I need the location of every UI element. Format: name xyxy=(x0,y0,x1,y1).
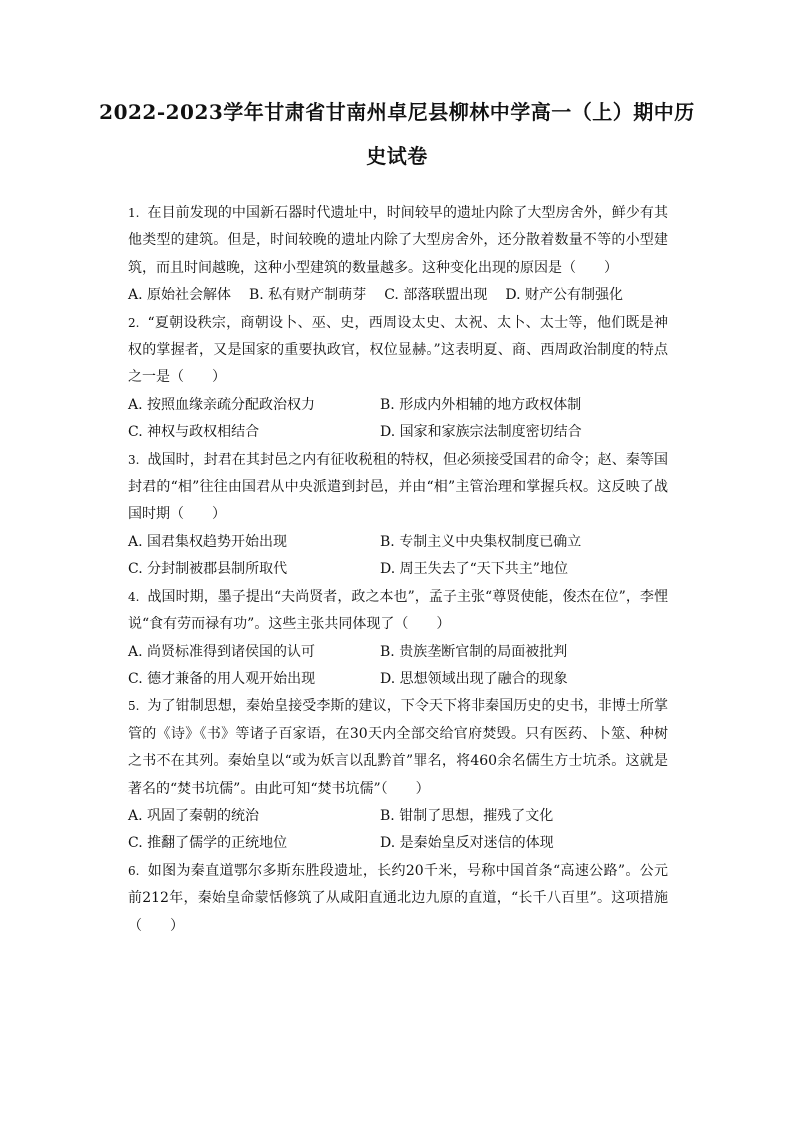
question-stem: 战国时期，墨子提出“夫尚贤者，政之本也”，孟子主张“尊贤使能，俊杰在位”，李悝说“食有劳而禄有功”。这些主张共同体现了（ ） xyxy=(128,588,668,633)
options xyxy=(128,529,668,584)
question-number: 5. xyxy=(128,699,140,714)
question-4 xyxy=(128,584,668,694)
option-a: A. 按照血缘亲疏分配政治权力 xyxy=(128,396,316,413)
question-list xyxy=(128,200,668,940)
option-a: A. 原始社会解体 xyxy=(128,287,232,304)
option-b: B. 贵族垄断官制的局面被批判 xyxy=(380,643,568,660)
question-number: 2. xyxy=(128,315,140,330)
question-stem: 如图为秦直道鄂尔多斯东胜段遗址，长约20千米，号称中国首条“高速公路”。公元前212年，秦始皇命蒙恬修筑了从咸阳直通北边九原的直道，“长千八百里”。这项措施（ ） xyxy=(128,862,668,934)
option-a: A. 尚贤标准得到诸侯国的认可 xyxy=(128,643,316,660)
question-number: 1. xyxy=(128,206,140,220)
option-d: D. 财产公有制强化 xyxy=(505,287,623,304)
question-stem: “夏朝设秩宗，商朝设卜、巫、史，西周设太史、太祝、太卜、太士等，他们既是神权的掌握者，又是国家的重要执政官，权位显赫。”这表明夏、商、西周政治制度的特点之一是（ ） xyxy=(128,314,668,386)
option-d: D. 思想领域出现了融合的现象 xyxy=(380,670,568,687)
option-b: B. 钳制了思想，摧残了文化 xyxy=(380,807,554,824)
options xyxy=(128,392,668,447)
option-a: A. 国君集权趋势开始出现 xyxy=(128,533,288,550)
question-stem: 在目前发现的中国新石器时代遗址中，时间较早的遗址内除了大型房舍外，鲜少有其他类型的建筑。但是，时间较晚的遗址内除了大型房舍外，还分散着数量不等的小型建筑，而且时间越晚，这种小型建筑的数量越多。这种变化出现的原因是（ ） xyxy=(128,205,668,276)
question-stem: 为了钳制思想，秦始皇接受李斯的建议，下令天下将非秦国历史的史书，非博士所掌管的《诗》《书》等诸子百家语，在30天内全部交给官府焚毁。只有医药、卜筮、种树之书不在其列。秦始皇以“或为妖言以乱黔首”罪名，将460余名儒生方士坑杀。这就是著名的“焚书坑儒”。由此可知“焚书坑儒”（ ） xyxy=(128,698,668,797)
exam-title-line2: 史试卷 xyxy=(366,144,428,168)
option-b: B. 形成内外相辅的地方政权体制 xyxy=(380,396,582,413)
question-number: 6. xyxy=(128,863,140,878)
question-number: 3. xyxy=(128,452,140,467)
options xyxy=(128,282,668,309)
option-d: D. 国家和家族宗法制度密切结合 xyxy=(380,424,582,441)
option-b: B. 私有财产制萌芽 xyxy=(249,287,367,304)
question-2 xyxy=(128,310,668,447)
option-c: C. 德才兼备的用人观开始出现 xyxy=(128,670,316,687)
option-a: A. 巩固了秦朝的统治 xyxy=(128,807,260,824)
question-stem: 战国时，封君在其封邑之内有征收税租的特权，但必须接受国君的命令；赵、秦等国封君的“相”往往由国君从中央派遣到封邑，并由“相”主管治理和掌握兵权。这反映了战国时期（ ） xyxy=(128,451,668,523)
question-3 xyxy=(128,447,668,584)
option-c: C. 分封制被郡县制所取代 xyxy=(128,561,288,578)
option-c: C. 推翻了儒学的正统地位 xyxy=(128,835,288,852)
question-number: 4. xyxy=(128,589,140,604)
option-c: C. 神权与政权相结合 xyxy=(128,424,260,441)
option-d: D. 是秦始皇反对迷信的体现 xyxy=(380,835,554,852)
question-1 xyxy=(128,200,668,310)
option-d: D. 周王失去了“天下共主”地位 xyxy=(380,561,568,578)
exam-title-line1: 2022-2023学年甘肃省甘南州卓尼县柳林中学高一（上）期中历 xyxy=(99,100,695,124)
option-b: B. 专制主义中央集权制度已确立 xyxy=(380,533,582,550)
option-c: C. 部落联盟出现 xyxy=(384,287,488,304)
options xyxy=(128,803,668,858)
question-6 xyxy=(128,858,668,940)
question-5 xyxy=(128,693,668,857)
options xyxy=(128,639,668,694)
